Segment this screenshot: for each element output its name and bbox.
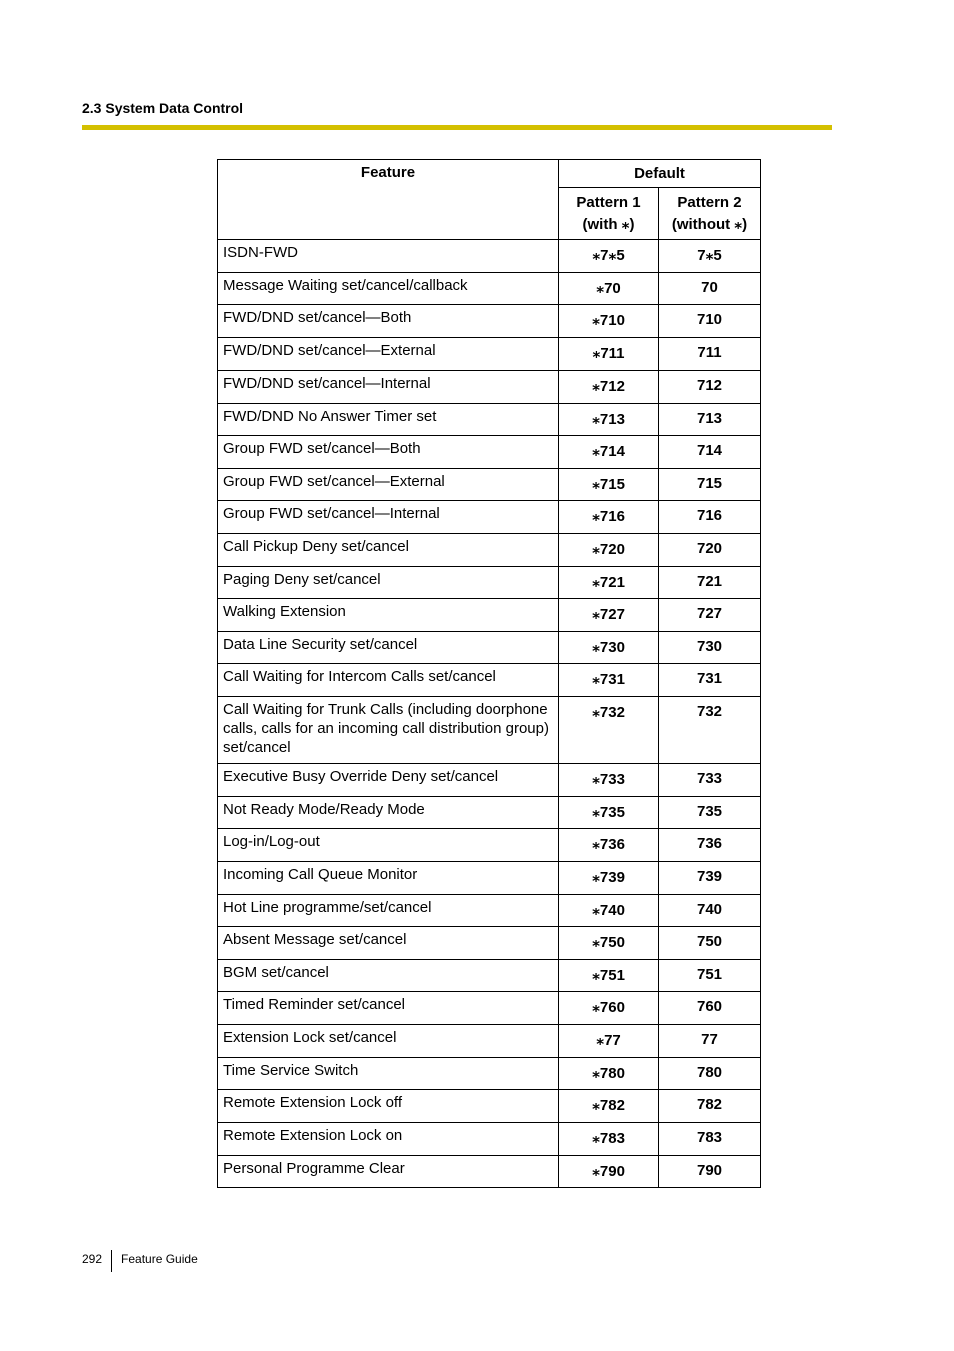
feature-cell: Remote Extension Lock off (218, 1090, 559, 1123)
feature-cell: Walking Extension (218, 599, 559, 632)
pattern1-code-cell: ⁎790 (559, 1156, 659, 1188)
pattern2-code-cell: 736 (659, 829, 761, 862)
pattern2-code-cell: 712 (659, 371, 761, 404)
pattern1-code-cell: ⁎720 (559, 534, 659, 567)
pattern2-code-cell: 740 (659, 895, 761, 927)
feature-cell: Call Pickup Deny set/cancel (218, 534, 559, 567)
feature-cell: Group FWD set/cancel—Both (218, 436, 559, 469)
pattern2-code-cell: 751 (659, 960, 761, 992)
pattern1-code-cell: ⁎740 (559, 895, 659, 927)
pattern2-code-cell: 760 (659, 992, 761, 1025)
feature-cell: Incoming Call Queue Monitor (218, 862, 559, 895)
pattern2-code-cell: 713 (659, 404, 761, 436)
feature-cell: Time Service Switch (218, 1058, 559, 1090)
pattern2-code-cell: 70 (659, 273, 761, 305)
table-row (218, 599, 761, 632)
table-row (218, 371, 761, 404)
pattern1-code-cell: ⁎782 (559, 1090, 659, 1123)
pattern1-code-cell: ⁎730 (559, 632, 659, 664)
pattern2-code-cell: 716 (659, 501, 761, 534)
pattern1-code-cell: ⁎714 (559, 436, 659, 469)
default-column-header: Default (559, 160, 761, 188)
pattern1-code-cell: ⁎750 (559, 927, 659, 960)
pattern2-code-cell: 732 (659, 697, 761, 764)
feature-cell: Group FWD set/cancel—External (218, 469, 559, 501)
table-row (218, 1156, 761, 1188)
pattern1-code-cell: ⁎70 (559, 273, 659, 305)
pattern2-code-cell: 783 (659, 1123, 761, 1156)
pattern2-label: Pattern 2 (677, 193, 742, 211)
feature-number-table (217, 159, 761, 1188)
pattern2-column-header (659, 188, 761, 240)
section-title: 2.3 System Data Control (82, 100, 244, 116)
feature-cell: Paging Deny set/cancel (218, 567, 559, 599)
pattern2-code-cell: 735 (659, 797, 761, 829)
pattern1-code-cell: ⁎760 (559, 992, 659, 1025)
feature-cell: Hot Line programme/set/cancel (218, 895, 559, 927)
pattern2-code-cell: 715 (659, 469, 761, 501)
pattern1-code-cell: ⁎751 (559, 960, 659, 992)
table-row (218, 1090, 761, 1123)
table-row (218, 1123, 761, 1156)
pattern1-code-cell: ⁎715 (559, 469, 659, 501)
table-row (218, 469, 761, 501)
feature-cell: Call Waiting for Intercom Calls set/cancel (218, 664, 559, 697)
table-row (218, 1025, 761, 1058)
table-row (218, 829, 761, 862)
feature-cell: Group FWD set/cancel—Internal (218, 501, 559, 534)
pattern1-code-cell: ⁎783 (559, 1123, 659, 1156)
pattern2-code-cell: 711 (659, 338, 761, 371)
table-row (218, 534, 761, 567)
table-row (218, 632, 761, 664)
pattern2-code-cell: 733 (659, 764, 761, 797)
feature-cell: Personal Programme Clear (218, 1156, 559, 1188)
feature-cell: Executive Busy Override Deny set/cancel (218, 764, 559, 797)
pattern2-code-cell: 780 (659, 1058, 761, 1090)
pattern1-code-cell: ⁎77 (559, 1025, 659, 1058)
table-row (218, 895, 761, 927)
table-row (218, 305, 761, 338)
pattern1-column-header (559, 188, 659, 240)
feature-cell: ISDN-FWD (218, 240, 559, 273)
pattern1-code-cell: ⁎732 (559, 697, 659, 764)
pattern1-code-cell: ⁎733 (559, 764, 659, 797)
pattern2-code-cell: 782 (659, 1090, 761, 1123)
pattern1-code-cell: ⁎7⁎5 (559, 240, 659, 273)
table-row (218, 338, 761, 371)
header-rule (82, 125, 832, 130)
table-row (218, 960, 761, 992)
pattern1-code-cell: ⁎731 (559, 664, 659, 697)
feature-cell: Not Ready Mode/Ready Mode (218, 797, 559, 829)
table-row (218, 697, 761, 764)
pattern1-code-cell: ⁎727 (559, 599, 659, 632)
pattern2-code-cell: 727 (659, 599, 761, 632)
table-row (218, 927, 761, 960)
pattern2-sublabel: (without ⁎) (671, 215, 748, 233)
pattern1-code-cell: ⁎721 (559, 567, 659, 599)
pattern2-code-cell: 7⁎5 (659, 240, 761, 273)
pattern1-code-cell: ⁎711 (559, 338, 659, 371)
feature-cell: Remote Extension Lock on (218, 1123, 559, 1156)
feature-cell: Extension Lock set/cancel (218, 1025, 559, 1058)
pattern1-code-cell: ⁎713 (559, 404, 659, 436)
page-footer (82, 1250, 198, 1272)
feature-cell: Absent Message set/cancel (218, 927, 559, 960)
table-row (218, 501, 761, 534)
pattern2-code-cell: 739 (659, 862, 761, 895)
pattern2-code-cell: 720 (659, 534, 761, 567)
table-row (218, 404, 761, 436)
feature-cell: Timed Reminder set/cancel (218, 992, 559, 1025)
pattern2-code-cell: 710 (659, 305, 761, 338)
table-row (218, 273, 761, 305)
table-row (218, 567, 761, 599)
footer-doc-title: Feature Guide (121, 1252, 198, 1266)
feature-column-header: Feature (218, 160, 559, 240)
feature-cell: FWD/DND set/cancel—External (218, 338, 559, 371)
pattern1-code-cell: ⁎739 (559, 862, 659, 895)
table-row (218, 1058, 761, 1090)
feature-cell: Call Waiting for Trunk Calls (including doorphone calls, calls for an incoming call distribution group) set/cancel (218, 697, 559, 764)
pattern1-code-cell: ⁎716 (559, 501, 659, 534)
table-body (218, 240, 761, 1188)
feature-cell: Data Line Security set/cancel (218, 632, 559, 664)
feature-cell: Log-in/Log-out (218, 829, 559, 862)
feature-cell: FWD/DND set/cancel—Both (218, 305, 559, 338)
pattern1-code-cell: ⁎712 (559, 371, 659, 404)
feature-cell: FWD/DND set/cancel—Internal (218, 371, 559, 404)
table-row (218, 992, 761, 1025)
feature-cell: FWD/DND No Answer Timer set (218, 404, 559, 436)
pattern1-label: Pattern 1 (576, 193, 641, 211)
pattern1-sublabel: (with ⁎) (582, 215, 635, 233)
pattern1-code-cell: ⁎736 (559, 829, 659, 862)
table-row (218, 664, 761, 697)
pattern2-code-cell: 750 (659, 927, 761, 960)
pattern1-code-cell: ⁎780 (559, 1058, 659, 1090)
table-row (218, 764, 761, 797)
table-row (218, 436, 761, 469)
table-row (218, 862, 761, 895)
pattern2-code-cell: 714 (659, 436, 761, 469)
page-number: 292 (82, 1252, 103, 1266)
pattern1-code-cell: ⁎710 (559, 305, 659, 338)
pattern2-code-cell: 77 (659, 1025, 761, 1058)
pattern1-code-cell: ⁎735 (559, 797, 659, 829)
table-row (218, 797, 761, 829)
pattern2-code-cell: 721 (659, 567, 761, 599)
pattern2-code-cell: 790 (659, 1156, 761, 1188)
pattern2-code-cell: 730 (659, 632, 761, 664)
pattern2-code-cell: 731 (659, 664, 761, 697)
feature-cell: BGM set/cancel (218, 960, 559, 992)
table-row (218, 240, 761, 273)
feature-cell: Message Waiting set/cancel/callback (218, 273, 559, 305)
